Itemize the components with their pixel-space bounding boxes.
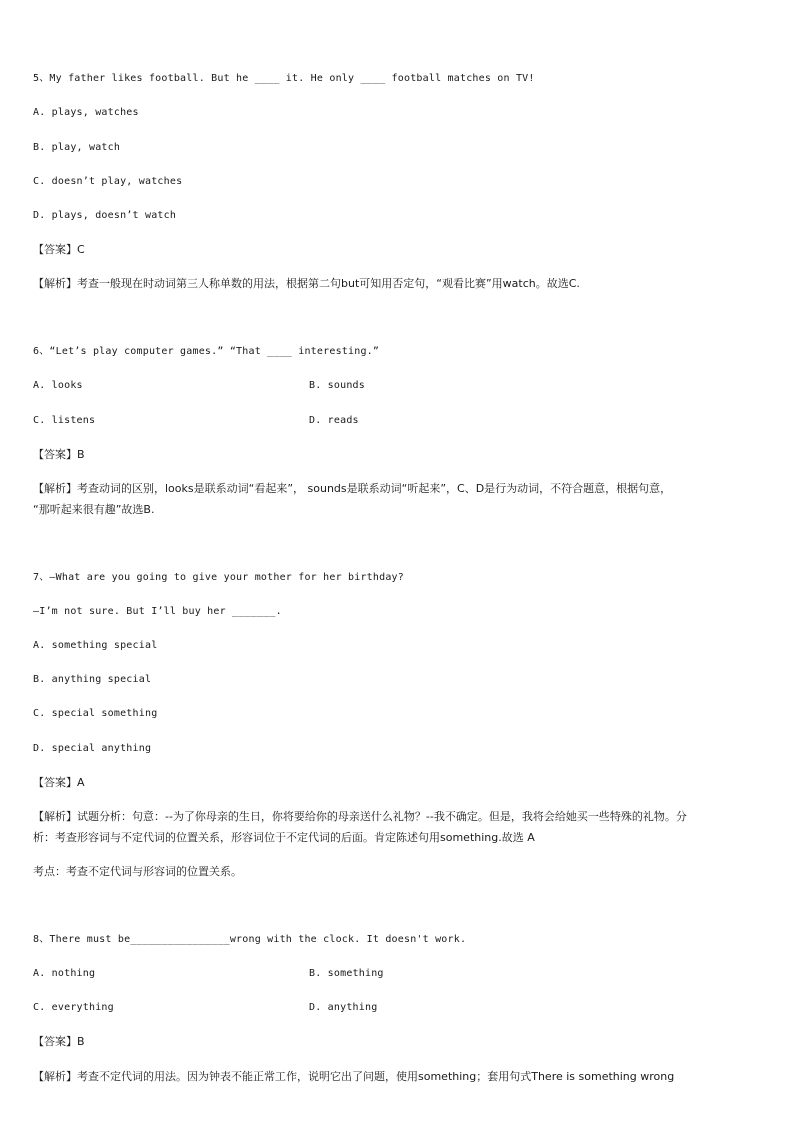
question-5-analysis: 【解析】考查一般现在时动词第三人称单数的用法，根据第二句but可知用否定句，“观看比赛”用watch。故选C. — [33, 277, 580, 290]
question-6-option-b: B. sounds — [309, 380, 365, 391]
question-8-stem: 8、There must be________________wrong with the clock. It doesn't work. — [33, 934, 467, 945]
question-5-answer: 【答案】C — [33, 243, 85, 256]
question-6-stem: 6、“Let’s play computer games.” “That ____ interesting.” — [33, 346, 380, 357]
question-6-option-a: A. looks — [33, 380, 83, 391]
question-5-option-b: B. play, watch — [33, 142, 121, 153]
question-5-option-a: A. plays, watches — [33, 107, 139, 118]
question-7-option-b: B. anything special — [33, 674, 152, 685]
question-7-stem: 7、—What are you going to give your mother for her birthday? — [33, 572, 404, 583]
question-7-stem-reply: —I’m not sure. But I’ll buy her _______. — [33, 606, 282, 617]
question-7-kaodian: 考点：考查不定代词与形容词的位置关系。 — [33, 865, 242, 878]
question-6-answer: 【答案】B — [33, 448, 85, 461]
question-6-option-c: C. listens — [33, 415, 96, 426]
question-8-option-c: C. everything — [33, 1002, 114, 1013]
question-7-option-c: C. special something — [33, 708, 158, 719]
question-8-analysis: 【解析】考查不定代词的用法。因为钟表不能正常工作，说明它出了问题，使用something；套用句式There is something wrong — [33, 1070, 675, 1083]
question-8-option-a: A. nothing — [33, 968, 96, 979]
question-6-analysis-line-2: “那听起来很有趣”故选B. — [33, 503, 155, 516]
question-6-option-d: D. reads — [309, 415, 359, 426]
question-5-option-c: C. doesn’t play, watches — [33, 176, 183, 187]
question-8-answer: 【答案】B — [33, 1035, 85, 1048]
question-7-option-a: A. something special — [33, 640, 158, 651]
question-5-option-d: D. plays, doesn’t watch — [33, 210, 177, 221]
question-7-answer: 【答案】A — [33, 776, 85, 789]
question-5-stem: 5、My father likes football. But he ____ it. He only ____ football matches on TV! — [33, 73, 535, 84]
question-7-option-d: D. special anything — [33, 743, 152, 754]
question-8-option-d: D. anything — [309, 1002, 378, 1013]
question-8-option-b: B. something — [309, 968, 384, 979]
question-6-analysis-line-1: 【解析】考查动词的区别，looks是联系动词“看起来”， sounds是联系动词“听起来”，C、D是行为动词，不符合题意，根据句意， — [33, 482, 672, 495]
question-7-analysis-line-2: 析：考查形容词与不定代词的位置关系，形容词位于不定代词的后面。肯定陈述句用something.故选 A — [33, 831, 535, 844]
question-7-analysis-line-1: 【解析】试题分析：句意：--为了你母亲的生日，你将要给你的母亲送什么礼物？--我不确定。但是，我将会给她买一些特殊的礼物。分 — [33, 810, 687, 823]
